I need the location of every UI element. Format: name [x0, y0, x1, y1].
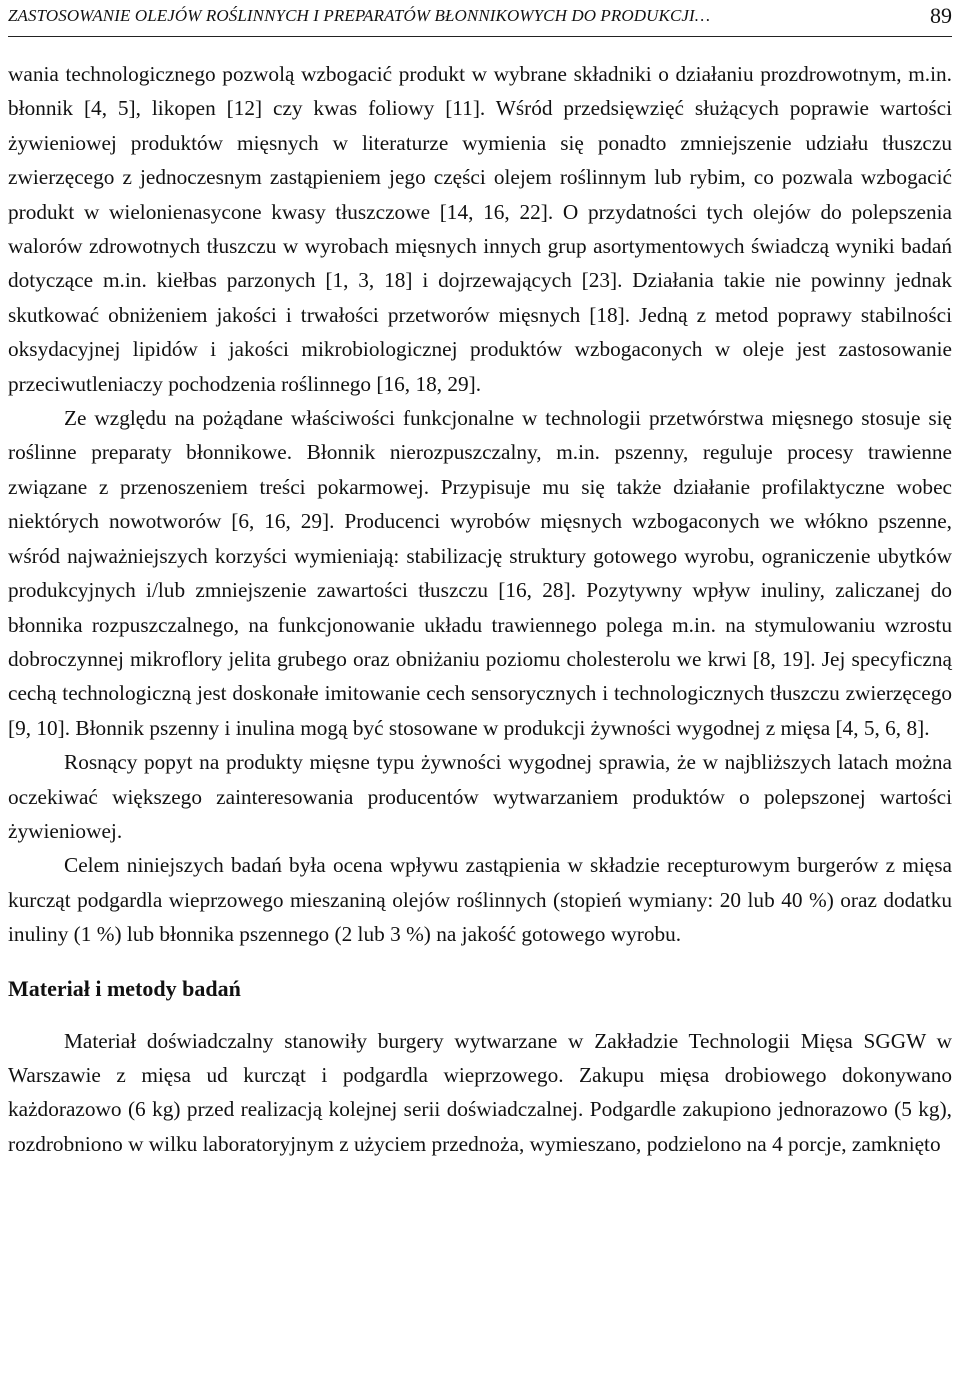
running-title: ZASTOSOWANIE OLEJÓW ROŚLINNYCH I PREPARATÓW BŁONNIKOWYCH DO PRODUKCJI…: [8, 6, 711, 25]
paragraph-study-aim: Celem niniejszych badań była ocena wpływu zastąpienia w składzie recepturowym burgerów z mięsa kurcząt podgardla wieprzowego mieszaniną olejów roślinnych (stopień wymiany: 20 lub 40 %) oraz dodatku inuliny (1 %) lub błonnika pszennego (2 lub 3 %) na jakość gotowego wyrobu.: [8, 853, 952, 947]
section-heading: Materiał i metody badań: [8, 975, 241, 1001]
paragraph-continuation: wania technologicznego pozwolą wzbogacić produkt w wybrane składniki o działaniu prozdrowotnym, m.in. błonnik [4, 5], likopen [12] czy kwas foliowy [11]. Wśród przedsięwzięć służących poprawie wartości żywieniowej produktów mięsnych w literaturze wymienia się ponadto zmniejszenie udziału tłuszczu zwierzęcego z jednoczesnym zastąpieniem jego części olejem roślinnym lub rybim, co pozwala wzbogacić produkt w wielonienasycone kwasy tłuszczowe [14, 16, 22]. O przydatności tych olejów do polepszenia walorów zdrowotnych tłuszczu w wyrobach mięsnych innych grup asortymentowych świadczą wyniki badań dotyczące m.in. kiełbas parzonych [1, 3, 18] i dojrzewających [23]. Działania takie nie powinny jednak skutkować obniżeniem jakości i trwałości przetworów mięsnych [18]. Jedną z metod poprawy stabilności oksydacyjnej lipidów i jakości mikrobiologicznej produktów wzbogaconych w oleje jest zastosowanie przeciwutleniaczy pochodzenia roślinnego [16, 18, 29].: [8, 62, 952, 396]
body-text: [8, 57, 952, 1161]
paragraph-material: Materiał doświadczalny stanowiły burgery wytwarzane w Zakładzie Technologii Mięsa SGGW w Warszawie z mięsa ud kurcząt i podgardla wieprzowego. Zakupu mięsa drobiowego dokonywano każdorazowo (6 kg) przed realizacją kolejnej serii doświadczalnej. Podgardle zakupiono jednorazowo (5 kg), rozdrobniono w wilku laboratoryjnym z użyciem przednoża, wymieszano, podzielono na 4 porcje, zamknięto: [8, 1028, 952, 1156]
document-page: [8, 0, 952, 1161]
running-header: [8, 2, 952, 37]
page-number: 89: [930, 3, 952, 28]
paragraph-fiber-preparations: Ze względu na pożądane właściwości funkcjonalne w technologii przetwórstwa mięsnego stosuje się roślinne preparaty błonnikowe. Błonnik nierozpuszczalny, m.in. pszenny, reguluje procesy trawienne związane z przenoszeniem treści pokarmowej. Przypisuje mu się także działanie profilaktyczne wobec niektórych nowotworów [6, 16, 29]. Producenci wyrobów mięsnych wzbogaconych we włókno pszenne, wśród najważniejszych korzyści wymieniają: stabilizację struktury gotowego wyrobu, ograniczenie ubytków produkcyjnych i/lub zmniejszenie zawartości tłuszczu [16, 28]. Pozytywny wpływ inuliny, zaliczanej do błonnika rozpuszczalnego, na funkcjonowanie układu trawiennego polega m.in. na stymulowaniu wzrostu dobroczynnej mikroflory jelita grubego oraz obniżaniu poziomu cholesterolu we krwi [8, 19]. Jej specyficzną cechą technologiczną jest doskonałe imitowanie cech sensorycznych i technologicznych tłuszczu zwierzęcego [9, 10]. Błonnik pszenny i inulina mogą być stosowane w produkcji żywności wygodnej z mięsa [4, 5, 6, 8].: [8, 406, 952, 740]
paragraph-convenience-demand: Rosnący popyt na produkty mięsne typu żywności wygodnej sprawia, że w najbliższych latach można oczekiwać większego zainteresowania producentów wytwarzaniem produktów o polepszonej wartości żywieniowej.: [8, 750, 952, 843]
